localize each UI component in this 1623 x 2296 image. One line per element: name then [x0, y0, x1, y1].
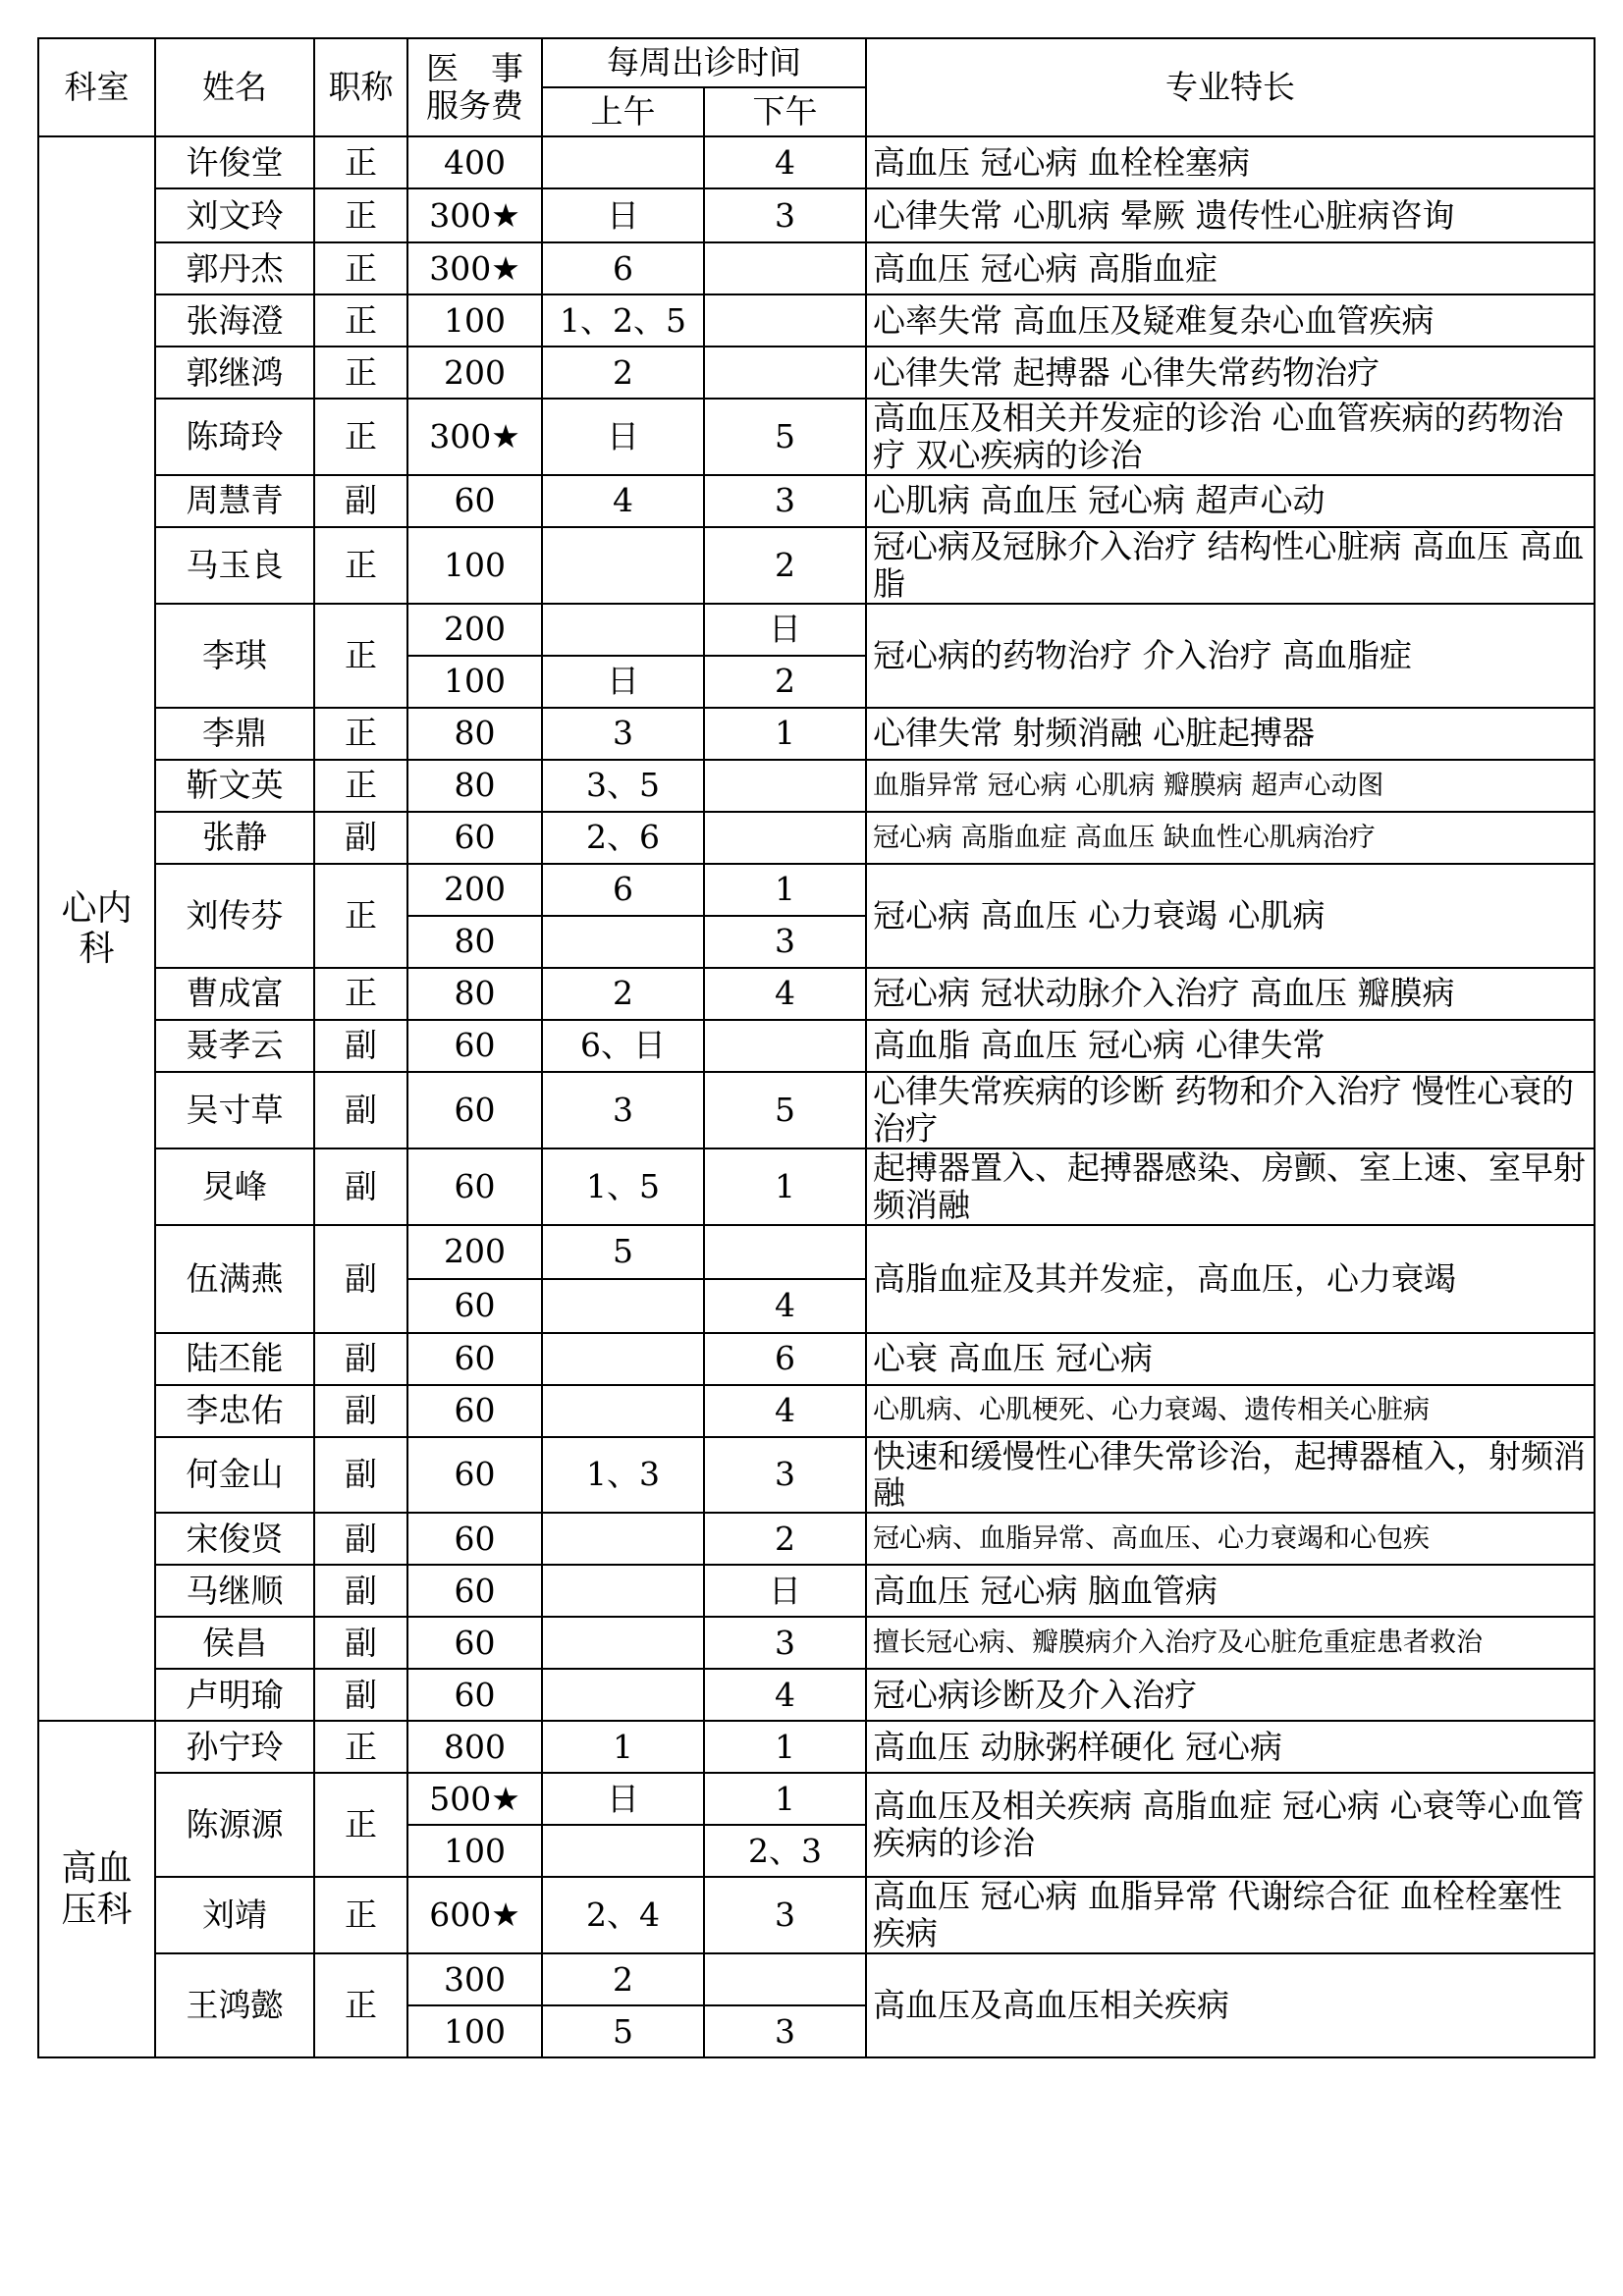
doctor-name: 李忠佑 — [155, 1385, 314, 1437]
clinic-pm — [704, 812, 866, 864]
clinic-am — [542, 1385, 704, 1437]
clinic-pm: 日 — [704, 604, 866, 656]
clinic-am — [542, 1513, 704, 1565]
clinic-pm: 4 — [704, 968, 866, 1020]
clinic-pm: 3 — [704, 475, 866, 527]
specialty: 擅长冠心病、瓣膜病介入治疗及心脏危重症患者救治 — [866, 1617, 1595, 1669]
clinic-pm: 1 — [704, 864, 866, 916]
doctor-title: 正 — [314, 708, 407, 760]
table-row — [38, 242, 1595, 294]
header-am: 上午 — [542, 87, 704, 136]
clinic-pm: 2、3 — [704, 1825, 866, 1877]
doctor-name: 周慧青 — [155, 475, 314, 527]
service-fee: 600★ — [407, 1877, 542, 1953]
specialty: 冠心病的药物治疗 介入治疗 高血脂症 — [866, 604, 1595, 708]
clinic-am: 1、3 — [542, 1437, 704, 1514]
clinic-pm: 4 — [704, 1279, 866, 1333]
specialty: 心律失常 心肌病 晕厥 遗传性心脏病咨询 — [866, 188, 1595, 242]
table-row — [38, 1877, 1595, 1953]
doctor-name: 李琪 — [155, 604, 314, 708]
clinic-pm: 1 — [704, 1721, 866, 1773]
clinic-am: 2 — [542, 968, 704, 1020]
doctor-title: 副 — [314, 1072, 407, 1148]
service-fee: 80 — [407, 760, 542, 812]
clinic-pm: 1 — [704, 1148, 866, 1225]
table-row — [38, 760, 1595, 812]
clinic-am: 5 — [542, 2005, 704, 2057]
doctor-title: 副 — [314, 1225, 407, 1333]
clinic-am — [542, 1669, 704, 1721]
table-row — [38, 399, 1595, 475]
doctor-title: 正 — [314, 188, 407, 242]
clinic-pm: 2 — [704, 656, 866, 708]
clinic-pm: 3 — [704, 188, 866, 242]
service-fee: 300 — [407, 1953, 542, 2005]
doctor-title: 正 — [314, 399, 407, 475]
table-row — [38, 1225, 1595, 1279]
clinic-am: 3 — [542, 708, 704, 760]
service-fee: 300★ — [407, 242, 542, 294]
specialty: 心肌病 高血压 冠心病 超声心动 — [866, 475, 1595, 527]
clinic-pm: 5 — [704, 1072, 866, 1148]
clinic-pm: 3 — [704, 1877, 866, 1953]
clinic-am: 6、日 — [542, 1020, 704, 1072]
header-row-1 — [38, 38, 1595, 87]
service-fee: 60 — [407, 1669, 542, 1721]
clinic-pm: 4 — [704, 136, 866, 188]
doctor-name: 侯昌 — [155, 1617, 314, 1669]
doctor-name: 靳文英 — [155, 760, 314, 812]
table-row — [38, 1953, 1595, 2005]
doctor-title: 副 — [314, 475, 407, 527]
clinic-pm: 4 — [704, 1669, 866, 1721]
service-fee: 60 — [407, 812, 542, 864]
table-row — [38, 968, 1595, 1020]
doctor-name: 张静 — [155, 812, 314, 864]
service-fee: 100 — [407, 2005, 542, 2057]
clinic-pm: 4 — [704, 1385, 866, 1437]
table-row — [38, 1513, 1595, 1565]
specialty: 高血压 冠心病 血栓栓塞病 — [866, 136, 1595, 188]
doctor-title: 副 — [314, 812, 407, 864]
service-fee: 800 — [407, 1721, 542, 1773]
service-fee: 80 — [407, 968, 542, 1020]
clinic-pm: 3 — [704, 1437, 866, 1514]
clinic-am: 1、2、5 — [542, 294, 704, 347]
clinic-pm: 3 — [704, 916, 866, 968]
table-row — [38, 1721, 1595, 1773]
doctor-name: 吴寸草 — [155, 1072, 314, 1148]
doctor-title: 副 — [314, 1385, 407, 1437]
service-fee: 60 — [407, 1148, 542, 1225]
header-specialty: 专业特长 — [866, 38, 1595, 136]
service-fee: 200 — [407, 1225, 542, 1279]
service-fee: 80 — [407, 916, 542, 968]
doctor-title: 正 — [314, 604, 407, 708]
clinic-pm — [704, 760, 866, 812]
clinic-am: 1、5 — [542, 1148, 704, 1225]
doctor-name: 伍满燕 — [155, 1225, 314, 1333]
doctor-title: 副 — [314, 1669, 407, 1721]
service-fee: 60 — [407, 1617, 542, 1669]
doctor-name: 曹成富 — [155, 968, 314, 1020]
specialty: 起搏器置入、起搏器感染、房颤、室上速、室早射频消融 — [866, 1148, 1595, 1225]
department-cell: 心内 科 — [38, 136, 155, 1721]
doctor-name: 郭丹杰 — [155, 242, 314, 294]
doctor-name: 卢明瑜 — [155, 1669, 314, 1721]
doctor-name: 刘靖 — [155, 1877, 314, 1953]
specialty: 血脂异常 冠心病 心肌病 瓣膜病 超声心动图 — [866, 760, 1595, 812]
doctor-title: 正 — [314, 864, 407, 968]
doctor-name: 王鸿懿 — [155, 1953, 314, 2057]
doctor-title: 副 — [314, 1437, 407, 1514]
table-row — [38, 812, 1595, 864]
clinic-am: 6 — [542, 242, 704, 294]
clinic-pm — [704, 1225, 866, 1279]
table-row — [38, 1385, 1595, 1437]
doctor-name: 孙宁玲 — [155, 1721, 314, 1773]
header-fee — [407, 38, 542, 136]
clinic-am: 日 — [542, 399, 704, 475]
service-fee: 200 — [407, 604, 542, 656]
doctor-title: 副 — [314, 1333, 407, 1385]
doctor-name: 陈源源 — [155, 1773, 314, 1877]
table-row — [38, 527, 1595, 604]
clinic-am: 6 — [542, 864, 704, 916]
table-row — [38, 136, 1595, 188]
clinic-pm: 3 — [704, 1617, 866, 1669]
clinic-am — [542, 1279, 704, 1333]
clinic-am — [542, 1825, 704, 1877]
table-row — [38, 708, 1595, 760]
clinic-am: 2、4 — [542, 1877, 704, 1953]
table-row — [38, 1437, 1595, 1514]
doctor-title: 正 — [314, 968, 407, 1020]
doctor-title: 副 — [314, 1148, 407, 1225]
table-row — [38, 1072, 1595, 1148]
doctor-title: 正 — [314, 1877, 407, 1953]
doctor-title: 正 — [314, 347, 407, 399]
header-title: 职称 — [314, 38, 407, 136]
doctor-name: 炅峰 — [155, 1148, 314, 1225]
header-fee-line1: 医 事 — [426, 49, 523, 88]
table-row — [38, 864, 1595, 916]
table-row — [38, 1617, 1595, 1669]
clinic-am — [542, 1333, 704, 1385]
doctor-name: 宋俊贤 — [155, 1513, 314, 1565]
service-fee: 100 — [407, 527, 542, 604]
clinic-am: 日 — [542, 656, 704, 708]
table-row — [38, 604, 1595, 656]
clinic-pm — [704, 347, 866, 399]
clinic-pm: 日 — [704, 1565, 866, 1617]
clinic-am: 3 — [542, 1072, 704, 1148]
specialty: 心衰 高血压 冠心病 — [866, 1333, 1595, 1385]
service-fee: 80 — [407, 708, 542, 760]
doctor-title: 副 — [314, 1617, 407, 1669]
specialty: 高血压 冠心病 血脂异常 代谢综合征 血栓栓塞性疾病 — [866, 1877, 1595, 1953]
doctor-title: 副 — [314, 1020, 407, 1072]
specialty: 高血脂 高血压 冠心病 心律失常 — [866, 1020, 1595, 1072]
service-fee: 200 — [407, 864, 542, 916]
header-fee-line2: 服务费 — [426, 86, 523, 125]
specialty: 高脂血症及其并发症，高血压，心力衰竭 — [866, 1225, 1595, 1333]
clinic-pm: 6 — [704, 1333, 866, 1385]
doctor-title: 副 — [314, 1565, 407, 1617]
specialty: 高血压 冠心病 脑血管病 — [866, 1565, 1595, 1617]
clinic-am: 1 — [542, 1721, 704, 1773]
clinic-am — [542, 916, 704, 968]
service-fee: 400 — [407, 136, 542, 188]
clinic-am — [542, 527, 704, 604]
service-fee: 60 — [407, 1385, 542, 1437]
service-fee: 60 — [407, 1279, 542, 1333]
specialty: 快速和缓慢性心律失常诊治，起搏器植入，射频消融 — [866, 1437, 1595, 1514]
service-fee: 100 — [407, 1825, 542, 1877]
specialty: 心肌病、心肌梗死、心力衰竭、遗传相关心脏病 — [866, 1385, 1595, 1437]
specialty: 高血压及相关疾病 高脂血症 冠心病 心衰等心血管疾病的诊治 — [866, 1773, 1595, 1877]
doctor-schedule-table — [37, 37, 1596, 2058]
doctor-name: 陆丕能 — [155, 1333, 314, 1385]
doctor-title: 正 — [314, 1953, 407, 2057]
doctor-name: 郭继鸿 — [155, 347, 314, 399]
clinic-am: 2 — [542, 1953, 704, 2005]
specialty: 冠心病 高血压 心力衰竭 心肌病 — [866, 864, 1595, 968]
header-hours: 每周出诊时间 — [542, 38, 866, 87]
table-row — [38, 294, 1595, 347]
service-fee: 300★ — [407, 399, 542, 475]
header-dept: 科室 — [38, 38, 155, 136]
table-row — [38, 1333, 1595, 1385]
service-fee: 60 — [407, 1565, 542, 1617]
clinic-am — [542, 604, 704, 656]
doctor-name: 张海澄 — [155, 294, 314, 347]
clinic-pm: 2 — [704, 1513, 866, 1565]
service-fee: 60 — [407, 475, 542, 527]
clinic-am: 2 — [542, 347, 704, 399]
doctor-title: 正 — [314, 1721, 407, 1773]
doctor-title: 正 — [314, 760, 407, 812]
table-row — [38, 1148, 1595, 1225]
table-row — [38, 1669, 1595, 1721]
table-row — [38, 188, 1595, 242]
clinic-am — [542, 1617, 704, 1669]
specialty: 心律失常 起搏器 心律失常药物治疗 — [866, 347, 1595, 399]
clinic-pm: 3 — [704, 2005, 866, 2057]
header-name: 姓名 — [155, 38, 314, 136]
service-fee: 500★ — [407, 1773, 542, 1825]
clinic-pm — [704, 294, 866, 347]
doctor-name: 许俊堂 — [155, 136, 314, 188]
service-fee: 60 — [407, 1333, 542, 1385]
doctor-name: 李鼎 — [155, 708, 314, 760]
clinic-pm: 5 — [704, 399, 866, 475]
clinic-pm — [704, 1953, 866, 2005]
clinic-am: 2、6 — [542, 812, 704, 864]
doctor-name: 刘传芬 — [155, 864, 314, 968]
specialty: 冠心病、血脂异常、高血压、心力衰竭和心包疾 — [866, 1513, 1595, 1565]
specialty: 高血压及高血压相关疾病 — [866, 1953, 1595, 2057]
header-pm: 下午 — [704, 87, 866, 136]
clinic-pm: 1 — [704, 708, 866, 760]
table-row — [38, 347, 1595, 399]
clinic-pm: 2 — [704, 527, 866, 604]
clinic-am: 3、5 — [542, 760, 704, 812]
specialty: 心率失常 高血压及疑难复杂心血管疾病 — [866, 294, 1595, 347]
service-fee: 100 — [407, 294, 542, 347]
specialty: 冠心病及冠脉介入治疗 结构性心脏病 高血压 高血脂 — [866, 527, 1595, 604]
specialty: 高血压 冠心病 高脂血症 — [866, 242, 1595, 294]
doctor-title: 正 — [314, 1773, 407, 1877]
specialty: 冠心病 高脂血症 高血压 缺血性心肌病治疗 — [866, 812, 1595, 864]
clinic-pm — [704, 242, 866, 294]
doctor-name: 刘文玲 — [155, 188, 314, 242]
service-fee: 60 — [407, 1072, 542, 1148]
service-fee: 60 — [407, 1513, 542, 1565]
table-row — [38, 1773, 1595, 1825]
doctor-title: 正 — [314, 294, 407, 347]
table-row — [38, 475, 1595, 527]
clinic-am: 日 — [542, 188, 704, 242]
clinic-am: 日 — [542, 1773, 704, 1825]
doctor-title: 副 — [314, 1513, 407, 1565]
specialty: 冠心病诊断及介入治疗 — [866, 1669, 1595, 1721]
service-fee: 60 — [407, 1020, 542, 1072]
doctor-name: 马继顺 — [155, 1565, 314, 1617]
doctor-title: 正 — [314, 242, 407, 294]
doctor-name: 聂孝云 — [155, 1020, 314, 1072]
clinic-am: 4 — [542, 475, 704, 527]
table-row — [38, 1565, 1595, 1617]
doctor-name: 马玉良 — [155, 527, 314, 604]
clinic-am — [542, 136, 704, 188]
clinic-am — [542, 1565, 704, 1617]
service-fee: 200 — [407, 347, 542, 399]
specialty: 冠心病 冠状动脉介入治疗 高血压 瓣膜病 — [866, 968, 1595, 1020]
service-fee: 300★ — [407, 188, 542, 242]
doctor-title: 正 — [314, 527, 407, 604]
clinic-pm — [704, 1020, 866, 1072]
specialty: 高血压及相关并发症的诊治 心血管疾病的药物治疗 双心疾病的诊治 — [866, 399, 1595, 475]
doctor-title: 正 — [314, 136, 407, 188]
clinic-am: 5 — [542, 1225, 704, 1279]
service-fee: 100 — [407, 656, 542, 708]
department-cell: 高血 压科 — [38, 1721, 155, 2057]
specialty: 高血压 动脉粥样硬化 冠心病 — [866, 1721, 1595, 1773]
schedule-body — [38, 136, 1595, 2057]
service-fee: 60 — [407, 1437, 542, 1514]
doctor-name: 陈琦玲 — [155, 399, 314, 475]
table-row — [38, 1020, 1595, 1072]
specialty: 心律失常 射频消融 心脏起搏器 — [866, 708, 1595, 760]
doctor-name: 何金山 — [155, 1437, 314, 1514]
clinic-pm: 1 — [704, 1773, 866, 1825]
specialty: 心律失常疾病的诊断 药物和介入治疗 慢性心衰的治疗 — [866, 1072, 1595, 1148]
